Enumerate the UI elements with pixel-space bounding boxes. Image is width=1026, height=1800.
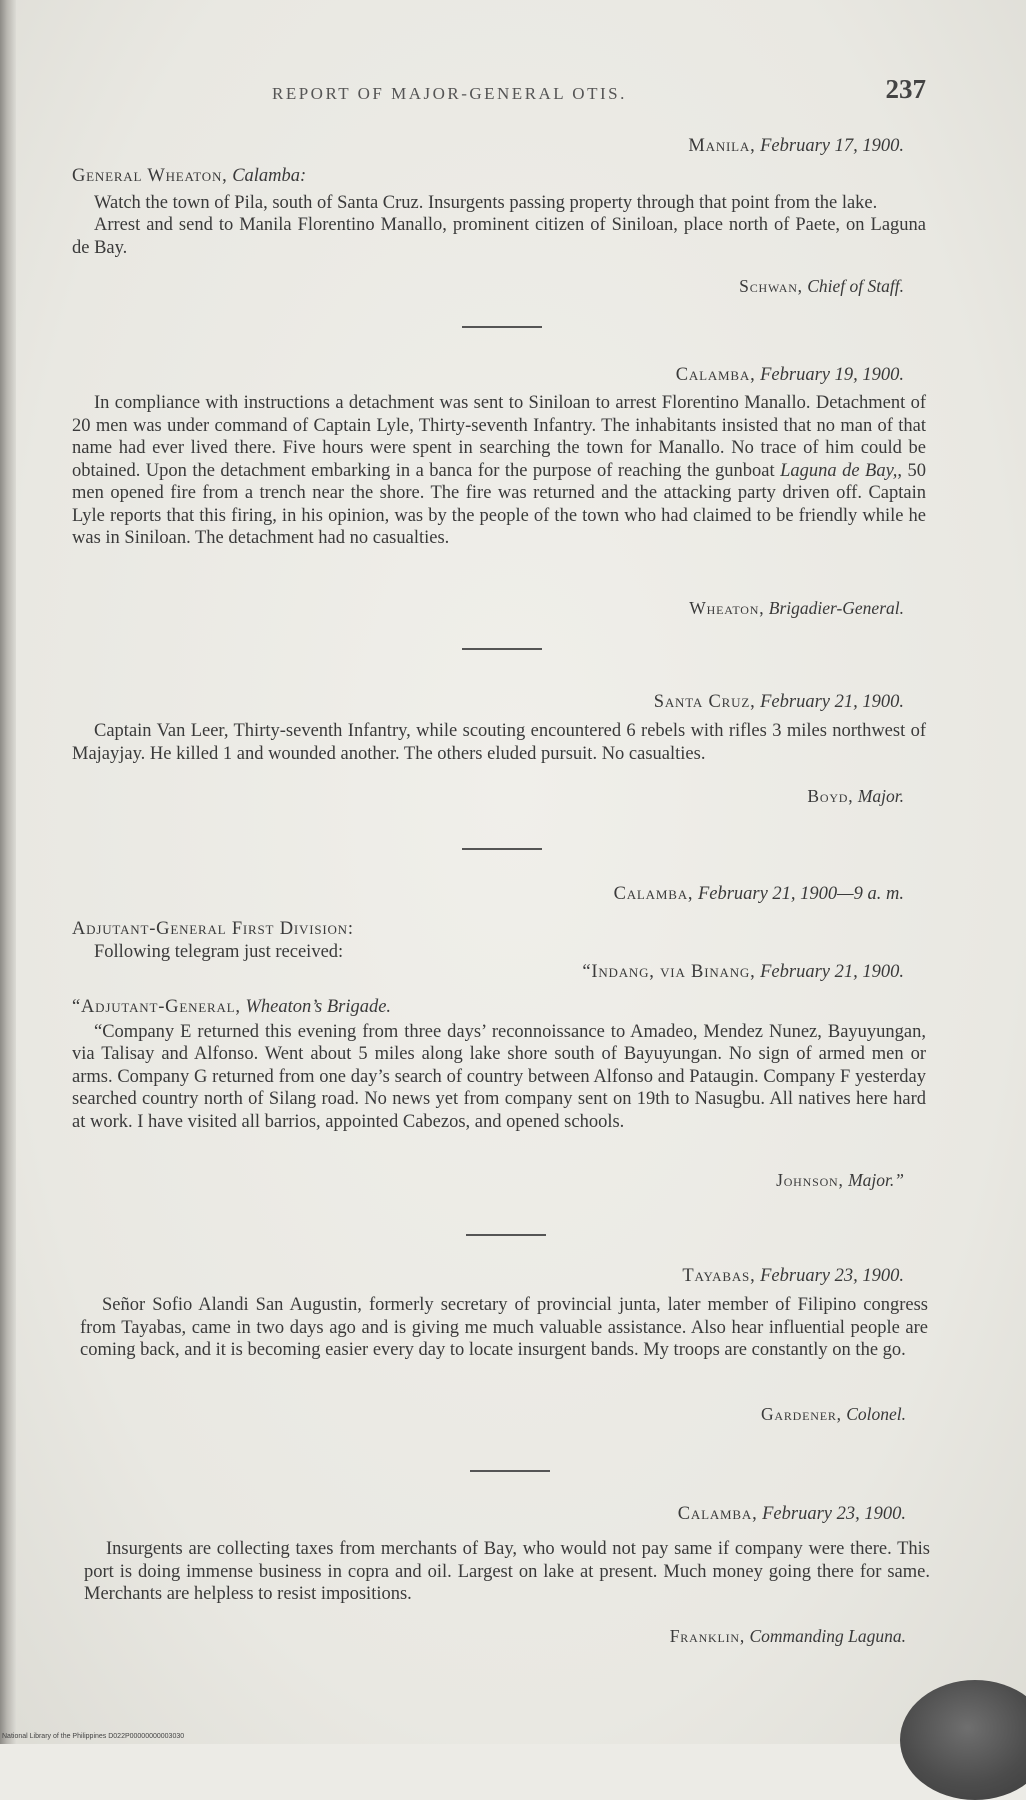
entry-4-inner-dateline <box>582 962 904 983</box>
signature-title: Colonel. <box>846 1404 906 1424</box>
signature-title: Commanding Laguna. <box>749 1626 906 1646</box>
paragraph: In compliance with instructions a detachment was sent to Siniloan to arrest Florentino Manallo. Detachment of 20 men was under command of Captain Lyle, Thirty-seventh Infantry. The inhabitants insisted that no man of that name had ever lived there. Five hours were spent in searching the town for Manallo. No trace of him could be obtained. Upon the detachment embarking in a banca for the purpose of reaching the gunboat Laguna de Bay,, 50 men opened fire from a trench near the shore. The fire was returned and the attacking party driven off. Captain Lyle reports that this firing, in his opinion, was by the people of the town who had claimed to be friendly while he was in Siniloan. The detachment had no casualties. <box>72 393 927 548</box>
signature-name: Boyd, <box>807 786 854 806</box>
entry-4-dateline <box>614 884 904 905</box>
page-number: 237 <box>885 74 926 104</box>
entry-6-dateline <box>678 1504 906 1525</box>
entry-2-body <box>72 392 926 550</box>
separator-rule <box>462 326 542 328</box>
entry-4-inner-address <box>72 996 926 1019</box>
address-place: Calamba: <box>232 166 307 186</box>
dateline-date: February 23, 1900. <box>760 1266 904 1286</box>
entry-5-body <box>80 1294 928 1362</box>
signature-name: Schwan, <box>739 276 803 296</box>
entry-3-dateline <box>654 692 904 713</box>
scanner-thumb-shadow <box>900 1680 1026 1800</box>
address-place: Wheaton’s Brigade. <box>245 997 392 1017</box>
dateline-place: Santa Cruz, <box>653 692 756 712</box>
signature-name: Franklin, <box>669 1626 746 1646</box>
dateline-date: February 21, 1900. <box>760 962 904 982</box>
paragraph: “Company E returned this evening from three days’ reconnoissance to Amadeo, Mendez Nunez, Bayuyungan, via Talisay and Alfonso. Went about 5 miles along lake shore south of Bayuyungan. No sign of armed men or arms. Company G returned from one day’s search of country between Alfonso and Pataugin. Company F yesterday searched country north of Silang road. No news yet from company sent on 19th to Nasugbu. All natives here hard at work. I have visited all barrios, appointed Cabezos, and opened schools. <box>72 1021 926 1132</box>
separator-rule <box>462 848 542 850</box>
dateline-date: February 19, 1900. <box>760 365 904 385</box>
entry-3-signature <box>807 786 904 807</box>
entry-5-dateline <box>682 1266 904 1287</box>
entry-2-signature <box>689 598 904 619</box>
signature-name: Wheaton, <box>689 598 765 618</box>
entry-5-signature <box>761 1404 906 1425</box>
entry-6-signature <box>670 1626 906 1647</box>
paragraph: Captain Van Leer, Thirty-seventh Infantry, while scouting encountered 6 rebels with rifles 3 miles northwest of Majayjay. He killed 1 and wounded another. The others eluded pursuit. No casualties. <box>72 721 926 764</box>
separator-rule <box>470 1470 550 1472</box>
signature-title: Major. <box>857 786 904 806</box>
paragraph: Arrest and send to Manila Florentino Manallo, prominent citizen of Siniloan, place north of Paete, on Laguna de Bay. <box>72 215 926 258</box>
signature-name: Johnson, <box>776 1170 844 1190</box>
signature-name: Gardener, <box>760 1404 842 1424</box>
dateline-place: Calamba, <box>613 884 694 904</box>
dateline-place: “Indang, via Binang, <box>582 962 756 982</box>
entry-2-dateline <box>676 365 904 386</box>
entry-4-address <box>72 918 926 941</box>
dateline-date: February 23, 1900. <box>762 1504 906 1524</box>
paragraph: Señor Sofio Alandi San Augustin, formerly secretary of provincial junta, later member of Filipino congress from Tayabas, came in two days ago and is giving me much valuable assistance. Also hear influential people are coming back, and it is becoming easier every day to locate insurgent bands. My troops are constantly on the go. <box>80 1295 928 1360</box>
entry-1-dateline <box>688 136 904 157</box>
dateline-place: Calamba, <box>675 365 756 385</box>
scan-footer: National Library of the Philippines D022P00000000003030 <box>2 1733 185 1740</box>
address-name: Adjutant-General First Division: <box>72 919 354 939</box>
entry-4-telegram <box>72 996 926 1133</box>
running-head: REPORT OF MAJOR-GENERAL OTIS. <box>272 84 627 103</box>
signature-title: Major.” <box>848 1170 904 1190</box>
entry-1-address <box>72 165 926 188</box>
entry-3-body <box>72 720 926 765</box>
dateline-date: February 17, 1900. <box>760 136 904 156</box>
entry-1-body <box>72 165 926 259</box>
signature-title: Brigadier-General. <box>768 598 904 618</box>
dateline-date: February 21, 1900—9 a. m. <box>697 884 904 904</box>
book-binding-shadow <box>0 0 16 1744</box>
entry-6-body <box>84 1538 930 1606</box>
dateline-place: Manila, <box>688 136 756 156</box>
paragraph: Insurgents are collecting taxes from merchants of Bay, who would not pay same if company were there. This port is doing immense business in copra and oil. Largest on lake at present. Much money going there for same. Merchants are helpless to resist impositions. <box>84 1539 930 1604</box>
entry-4-signature <box>776 1170 904 1191</box>
entry-1-signature <box>739 276 904 297</box>
address-name: General Wheaton, <box>72 166 228 186</box>
dateline-place: Tayabas, <box>682 1266 756 1286</box>
separator-rule <box>462 648 542 650</box>
paragraph: Watch the town of Pila, south of Santa Cruz. Insurgents passing property through that point from the lake. <box>94 192 878 213</box>
dateline-date: February 21, 1900. <box>760 692 904 712</box>
intro-line: Following telegram just received: <box>94 941 344 962</box>
entry-4-body <box>72 918 926 963</box>
dateline-place: Calamba, <box>677 1504 758 1524</box>
signature-title: Chief of Staff. <box>807 276 904 296</box>
separator-rule <box>466 1234 546 1236</box>
address-name: “Adjutant-General, <box>72 997 241 1017</box>
vessel-name: Laguna de Bay, <box>780 460 898 481</box>
